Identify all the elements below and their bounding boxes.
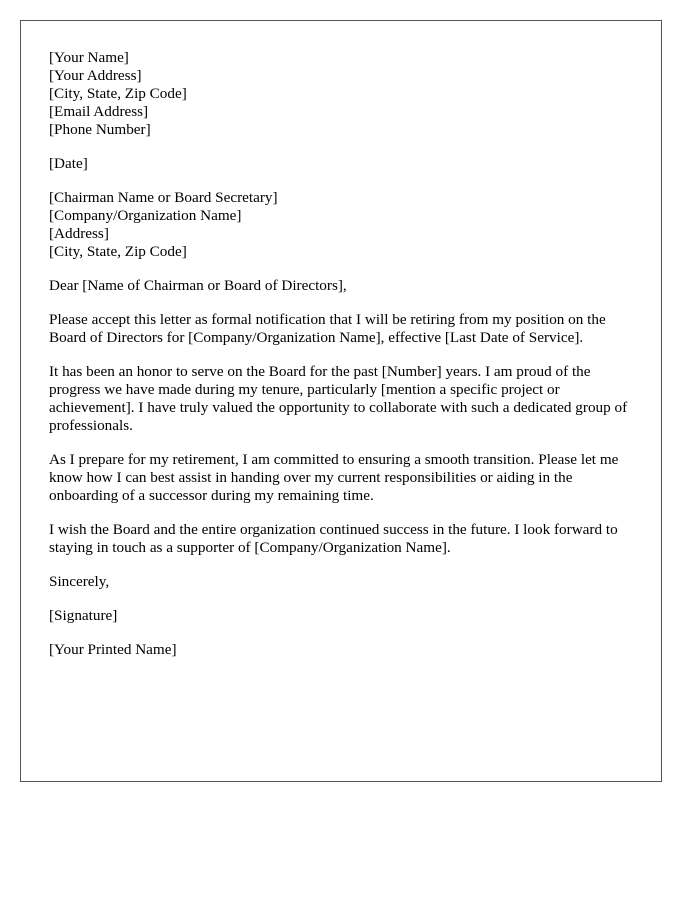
- date-block: [49, 155, 633, 173]
- sender-name: [Your Name]: [49, 49, 129, 66]
- sender-phone: [Phone Number]: [49, 121, 151, 138]
- body-paragraph-2: It has been an honor to serve on the Board for the past [Number] years. I am proud of the progress we have made during my tenure, particularly [mention a specific project or achievement]. I have truly valued the opportunity to collaborate with such a dedicated group of professionals.: [49, 363, 628, 434]
- recipient-name: [Chairman Name or Board Secretary]: [49, 189, 278, 206]
- letter-page: [20, 20, 662, 782]
- body-paragraph-1: Please accept this letter as formal notification that I will be retiring from my position on the Board of Directors for [Company/Organization Name], effective [Last Date of Service].: [49, 311, 606, 346]
- salutation: Dear [Name of Chairman or Board of Directors],: [49, 277, 347, 294]
- sender-email: [Email Address]: [49, 103, 149, 120]
- recipient-block: [49, 189, 633, 261]
- recipient-address: [Address]: [49, 225, 109, 242]
- recipient-organization: [Company/Organization Name]: [49, 207, 242, 224]
- sender-address: [Your Address]: [49, 67, 142, 84]
- signature-placeholder: [Signature]: [49, 607, 118, 624]
- body-paragraph-3: As I prepare for my retirement, I am committed to ensuring a smooth transition. Please let me know how I can best assist in handing over my current responsibilities or aiding in the onboarding of a successor during my remaining time.: [49, 451, 619, 504]
- sender-city-state-zip: [City, State, Zip Code]: [49, 85, 187, 102]
- printed-name: [Your Printed Name]: [49, 641, 177, 658]
- closing: Sincerely,: [49, 573, 110, 590]
- sender-block: [49, 49, 633, 139]
- recipient-city-state-zip: [City, State, Zip Code]: [49, 243, 187, 260]
- letter-date: [Date]: [49, 155, 88, 172]
- body-paragraph-4: I wish the Board and the entire organization continued success in the future. I look forward to staying in touch as a supporter of [Company/Organization Name].: [49, 521, 618, 556]
